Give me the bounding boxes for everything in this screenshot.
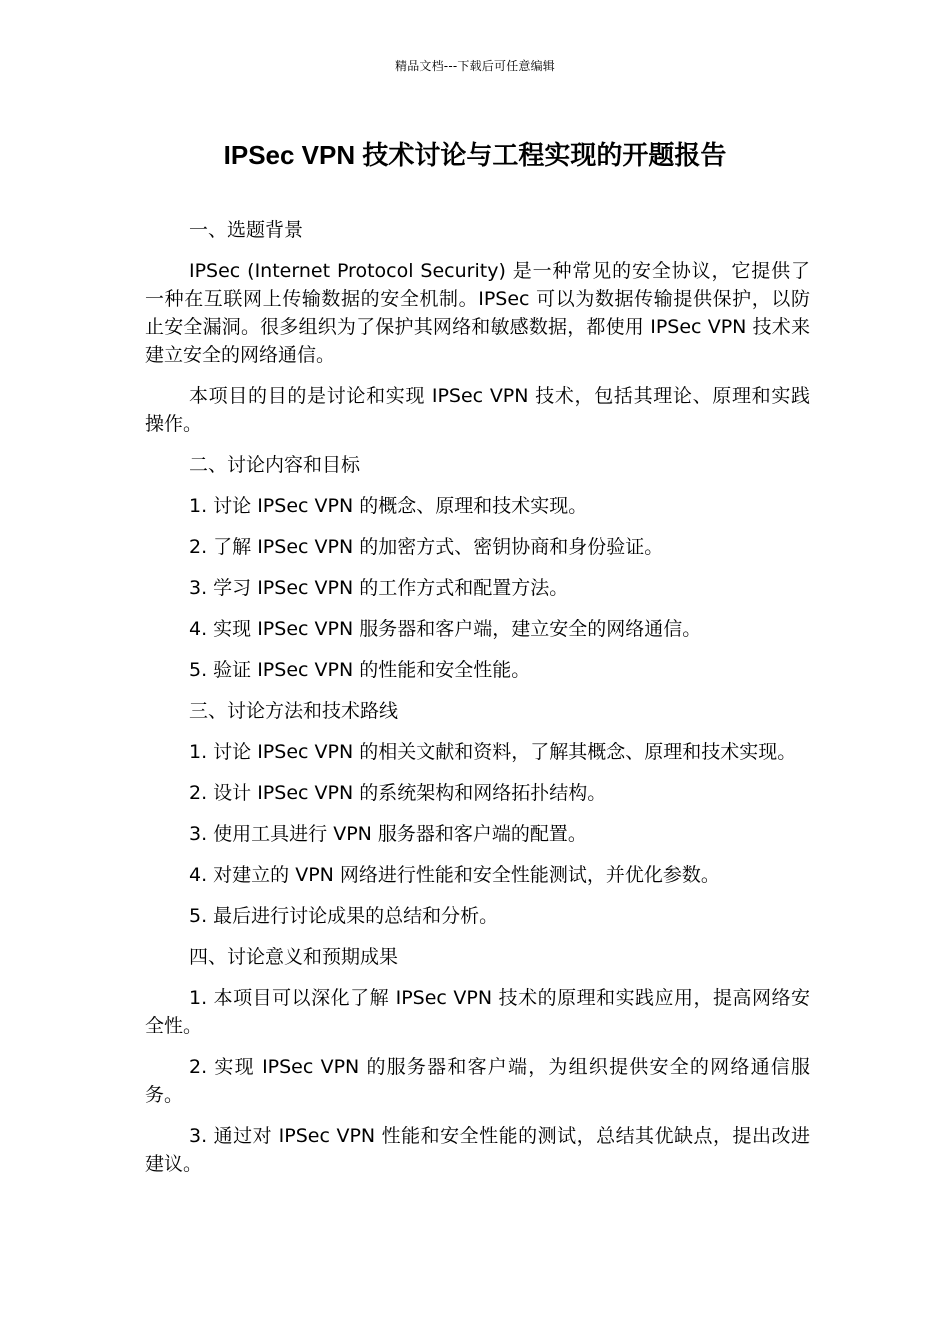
list-item-goal-2: 2. 了解 IPSec VPN 的加密方式、密钥协商和身份验证。	[189, 536, 664, 558]
list-item-method-3: 3. 使用工具进行 VPN 服务器和客户端的配置。	[189, 823, 587, 845]
document-title: IPSec VPN 技术讨论与工程实现的开题报告	[223, 140, 727, 170]
list-item-goal-1: 1. 讨论 IPSec VPN 的概念、原理和技术实现。	[189, 495, 588, 517]
paragraph-background-intro: IPSec (Internet Protocol Security) 是一种常见的安全协议，它提供了一种在互联网上传输数据的安全机制。IPSec 可以为数据传输提供保护，以防止安全漏洞。很多组织为了保护其网络和敏感数据，都使用 IPSec VPN 技术来建立安全的网络通信。	[145, 260, 810, 366]
list-item-method-2: 2. 设计 IPSec VPN 的系统架构和网络拓扑结构。	[189, 782, 607, 804]
list-item-goal-3: 3. 学习 IPSec VPN 的工作方式和配置方法。	[189, 577, 569, 599]
section-heading-methods: 三、讨论方法和技术路线	[189, 700, 399, 722]
section-heading-content-goals: 二、讨论内容和目标	[189, 454, 361, 476]
header-note: 精品文档---下载后可任意编辑	[395, 59, 555, 73]
list-item-outcome-1: 1. 本项目可以深化了解 IPSec VPN 技术的原理和实践应用，提高网络安全性。	[145, 987, 810, 1037]
list-item-outcome-3: 3. 通过对 IPSec VPN 性能和安全性能的测试，总结其优缺点，提出改进建议。	[145, 1125, 810, 1175]
list-item-outcome-2: 2. 实现 IPSec VPN 的服务器和客户端，为组织提供安全的网络通信服务。	[145, 1056, 810, 1106]
section-heading-background: 一、选题背景	[189, 219, 304, 241]
list-item-goal-5: 5. 验证 IPSec VPN 的性能和安全性能。	[189, 659, 531, 681]
section-heading-significance: 四、讨论意义和预期成果	[189, 946, 399, 968]
list-item-method-4: 4. 对建立的 VPN 网络进行性能和安全性能测试，并优化参数。	[189, 864, 720, 886]
list-item-method-5: 5. 最后进行讨论成果的总结和分析。	[189, 905, 499, 927]
document-body	[145, 216, 810, 1191]
list-item-method-1: 1. 讨论 IPSec VPN 的相关文献和资料，了解其概念、原理和技术实现。	[189, 741, 797, 763]
paragraph-project-goal: 本项目的目的是讨论和实现 IPSec VPN 技术，包括其理论、原理和实践操作。	[145, 385, 810, 435]
list-item-goal-4: 4. 实现 IPSec VPN 服务器和客户端，建立安全的网络通信。	[189, 618, 702, 640]
